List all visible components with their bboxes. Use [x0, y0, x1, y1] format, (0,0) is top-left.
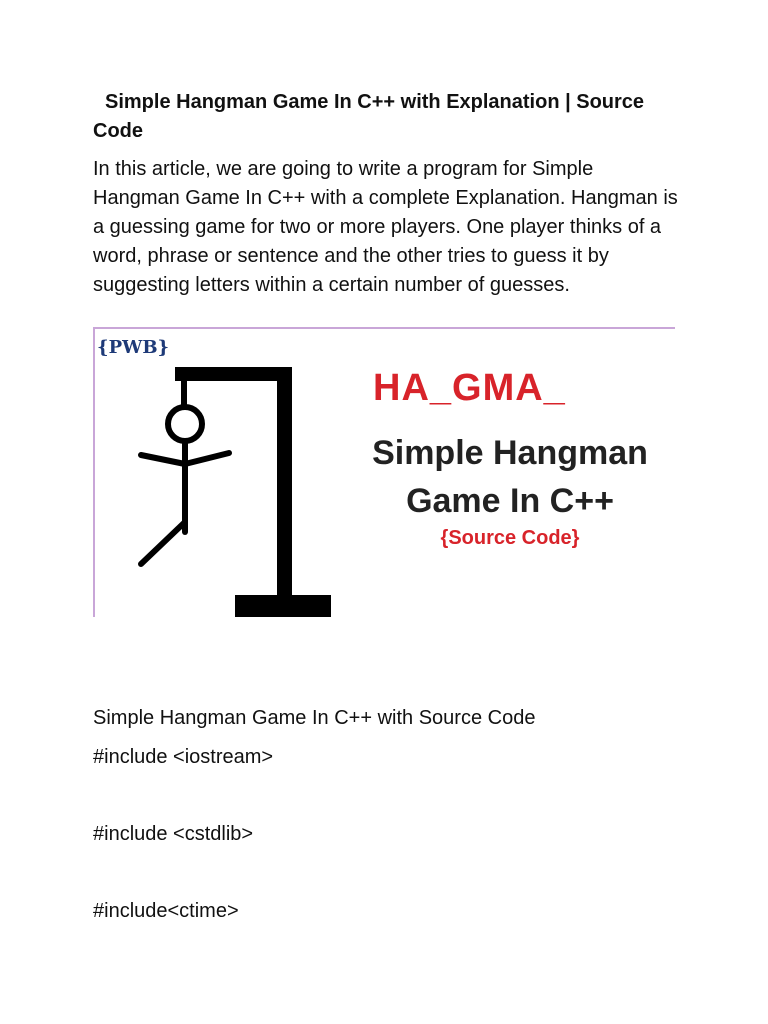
gallows-icon [175, 367, 331, 617]
code-line: #include<ctime> [93, 900, 239, 922]
brand-logo: {PWB} [97, 337, 170, 358]
banner-subtitle: {Source Code} [440, 527, 580, 549]
stick-figure-icon [141, 407, 229, 564]
hangman-banner-image [93, 327, 675, 617]
code-line: #include <cstdlib> [93, 823, 254, 845]
article-title: Simple Hangman Game In C++ with Explanation | Source Code [93, 91, 645, 142]
source-code-heading: Simple Hangman Game In C++ with Source Code [93, 707, 536, 729]
hangman-puzzle-word: HA_GMA_ [373, 367, 566, 409]
banner-title: Simple Hangman Game In C++ [372, 434, 648, 520]
article-intro: In this article, we are going to write a program for Simple Hangman Game In C++ with a complete Explanation. Hangman is a guessing game for two or more players. One player thinks of a word, phrase or sentence and the other tries to guess it by suggesting letters within a certain number of guesses. [93, 158, 678, 296]
code-line: #include <iostream> [93, 746, 274, 768]
